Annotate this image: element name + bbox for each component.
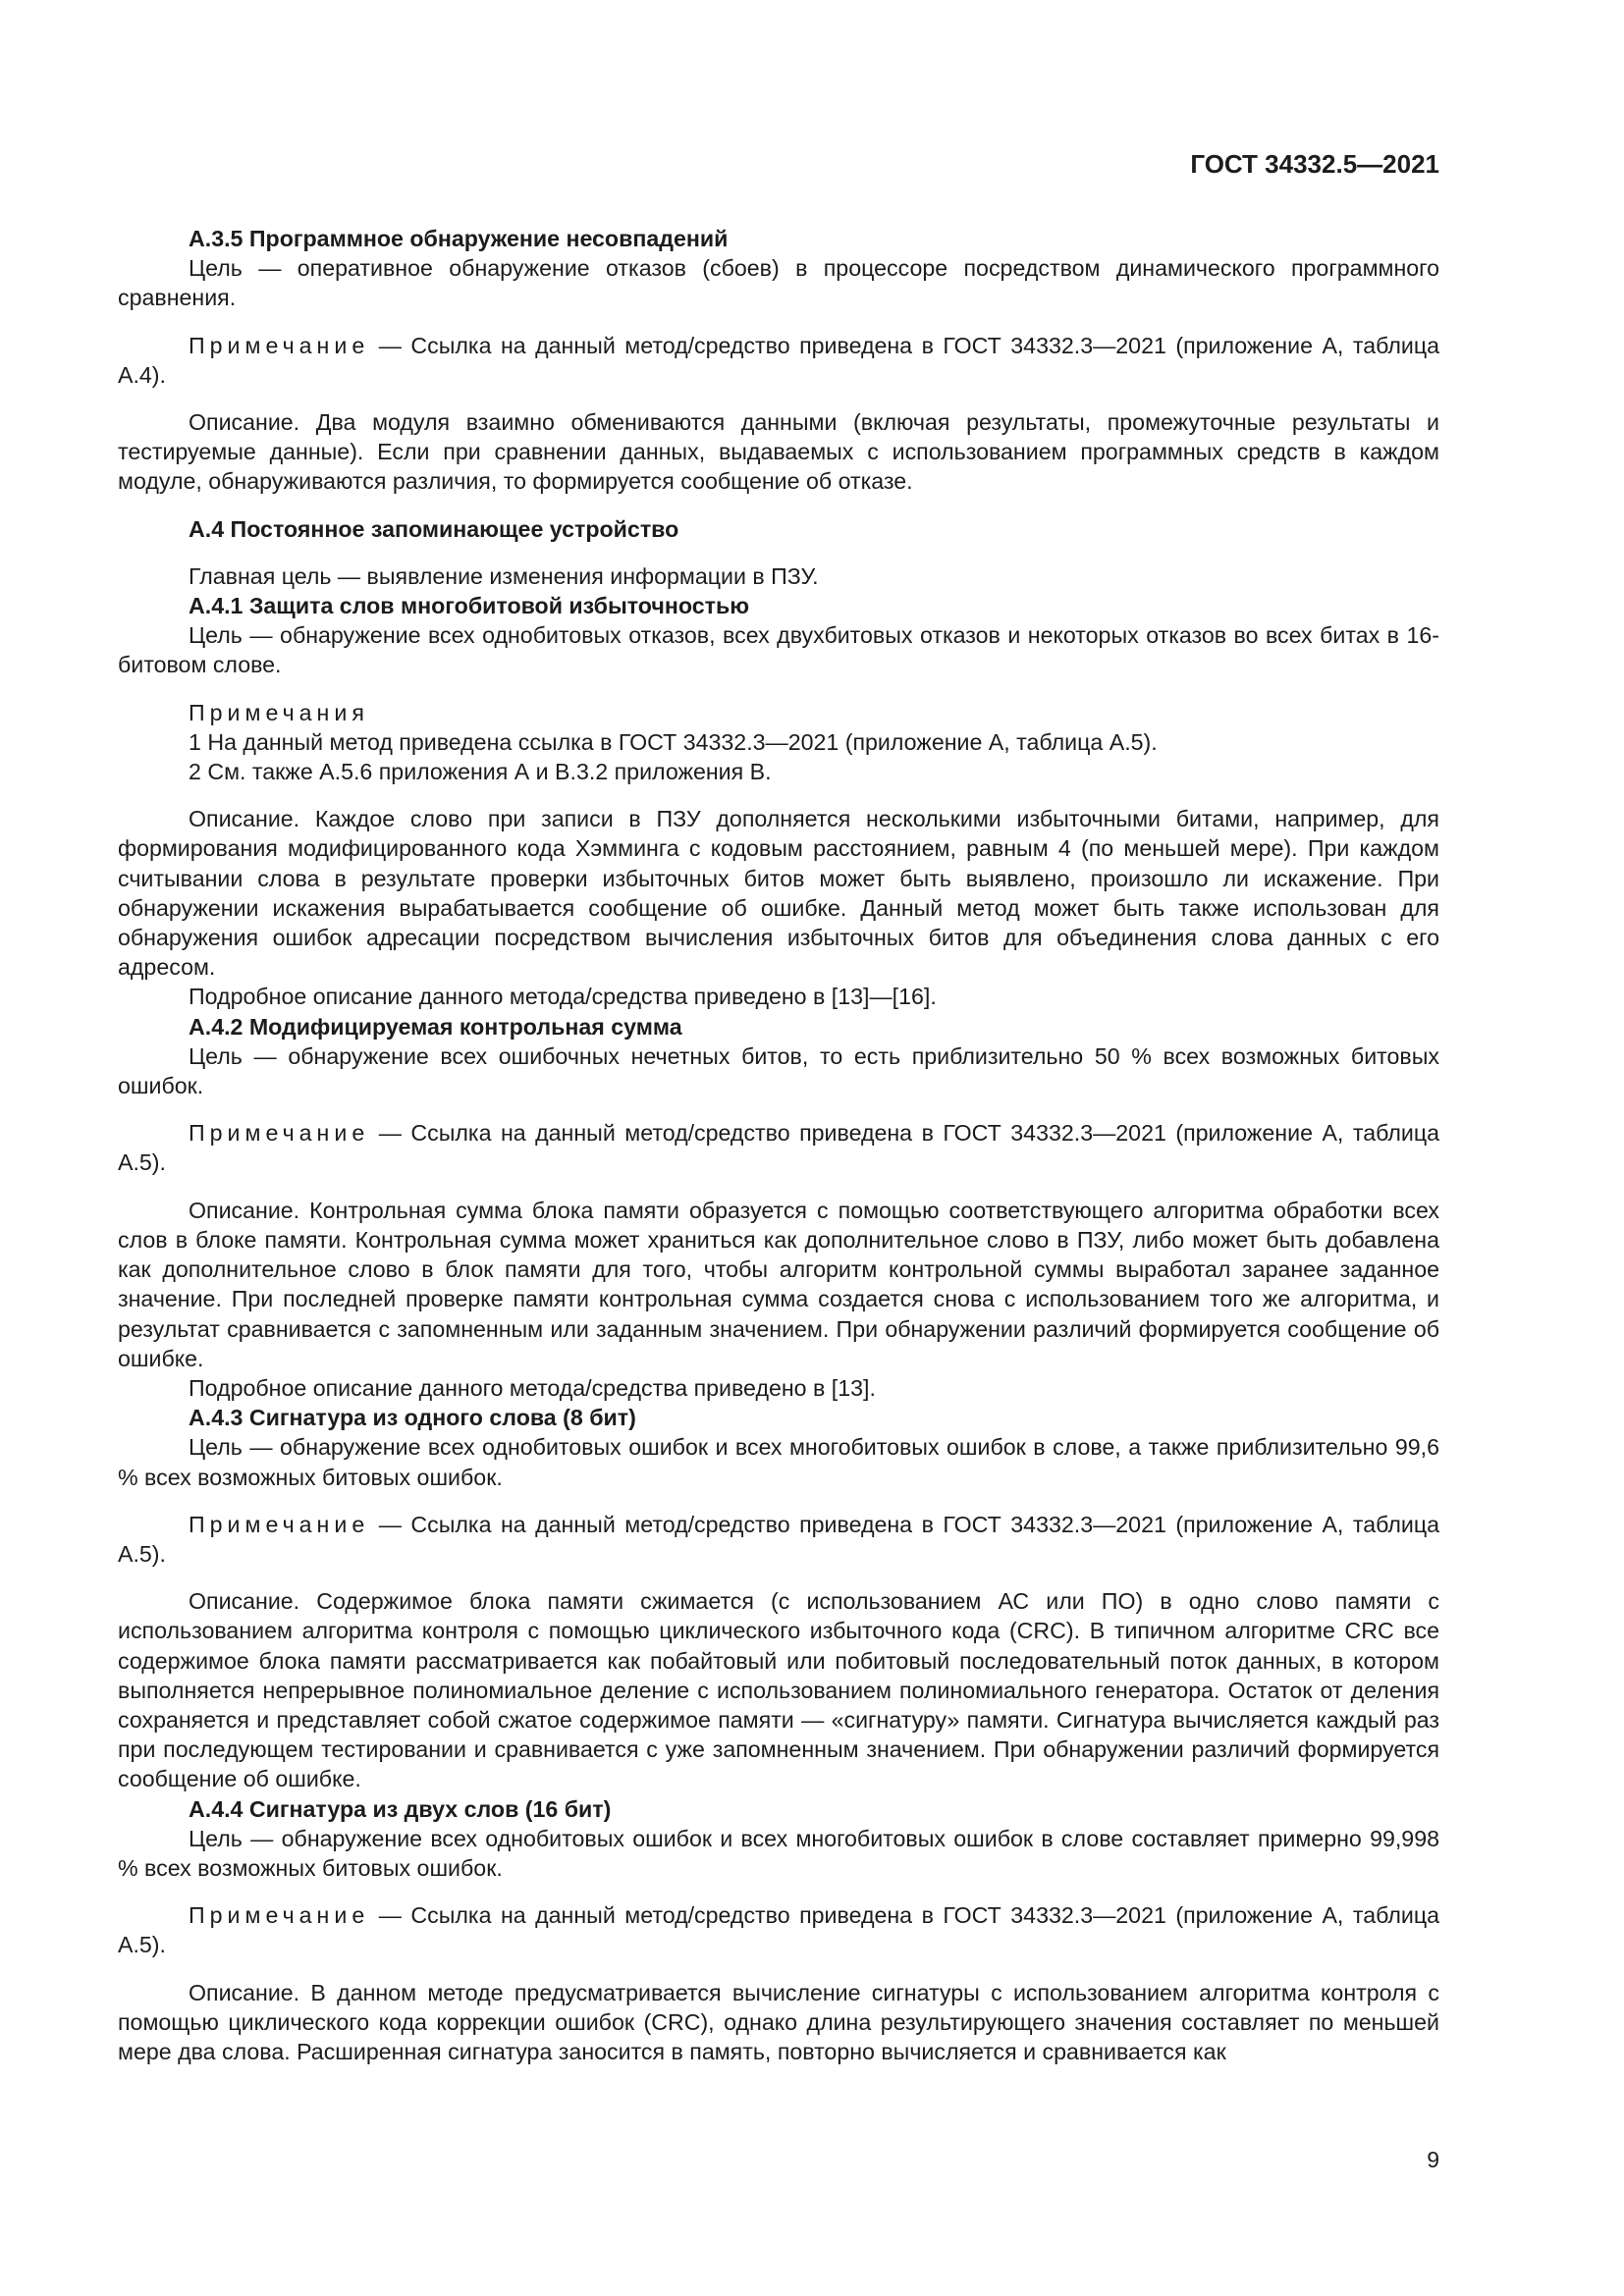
text-line: Подробное описание данного метода/средства приведено в [13]—[16]. — [189, 984, 937, 1010]
section-heading: А.4.2 Модифицируемая контрольная сумма — [189, 1013, 682, 1040]
paragraph: Цель — оперативное обнаружение отказов (сбоев) в процессоре посредством динамического программного сравнения. — [118, 255, 1439, 311]
note-label: Примечание — [189, 1902, 370, 1929]
paragraph: Цель — обнаружение всех ошибочных нечетных битов, то есть приблизительно 50 % всех возможных битовых ошибок. — [118, 1042, 1439, 1099]
document-code: ГОСТ 34332.5—2021 — [1190, 149, 1439, 179]
note-text: — Ссылка на данный метод/средство приведена в ГОСТ 34332.3—2021 (приложение А, таблица А.4). — [118, 332, 1439, 388]
section-heading: А.4.3 Сигнатура из одного слова (8 бит) — [189, 1405, 636, 1431]
section-heading: А.4 Постоянное запоминающее устройство — [189, 515, 679, 542]
paragraph: Цель — обнаружение всех однобитовых отказов, всех двухбитовых отказов и некоторых отказов во всех битах в 16-битовом слове. — [118, 622, 1439, 678]
note-label: Примечание — [189, 1511, 370, 1537]
paragraph: Описание. В данном методе предусматривается вычисление сигнатуры с использованием алгоритма контроля с помощью циклического кода коррекции ошибок (CRC), однако длина результирующего значения составляет по меньшей мере два слова. Расширенная сигнатура заносится в память, повторно вычисляется и сравнивается как — [118, 1979, 1439, 2064]
note-label: Примечание — [189, 332, 370, 358]
note-text: — Ссылка на данный метод/средство приведена в ГОСТ 34332.3—2021 (приложение А, таблица А.5). — [118, 1511, 1439, 1567]
note — [118, 1118, 1439, 1177]
section-heading: А.4.1 Защита слов многобитовой избыточностью — [189, 593, 750, 619]
note-text: — Ссылка на данный метод/средство приведена в ГОСТ 34332.3—2021 (приложение А, таблица А.5). — [118, 1120, 1439, 1176]
text-line: 1 На данный метод приведена ссылка в ГОСТ 34332.3—2021 (приложение А, таблица А.5). — [189, 728, 1158, 755]
paragraph: Цель — обнаружение всех однобитовых ошибок и всех многобитовых ошибок в слове составляет примерно 99,998 % всех возможных битовых ошибок. — [118, 1825, 1439, 1881]
note — [118, 1510, 1439, 1569]
note-label: Примечание — [189, 1120, 370, 1147]
text-line: Подробное описание данного метода/средства приведено в [13]. — [189, 1374, 876, 1401]
note — [118, 331, 1439, 390]
note — [118, 1900, 1439, 1959]
paragraph: Описание. Два модуля взаимно обмениваются данными (включая результаты, промежуточные результаты и тестируемые данные). Если при сравнении данных, выдаваемых с использованием программных средств в каждом модуле, обнаруживаются различия, то формируется сообщение об отказе. — [118, 409, 1439, 495]
paragraph: Цель — обнаружение всех однобитовых ошибок и всех многобитовых ошибок в слове, а также приблизительно 99,6 % всех возможных битовых ошибок. — [118, 1434, 1439, 1490]
page-body — [118, 224, 1439, 2066]
text-line: Главная цель — выявление изменения информации в ПЗУ. — [189, 562, 819, 589]
page-number: 9 — [1427, 2147, 1439, 2172]
section-heading: А.3.5 Программное обнаружение несовпадений — [189, 226, 729, 251]
notes-title: Примечания — [189, 699, 369, 725]
note-text: — Ссылка на данный метод/средство приведена в ГОСТ 34332.3—2021 (приложение А, таблица А.5). — [118, 1902, 1439, 1958]
paragraph: Описание. Содержимое блока памяти сжимается (с использованием АС или ПО) в одно слово памяти с использованием алгоритма контроля с помощью циклического избыточного кода (CRC). В типичном алгоритме CRC все содержимое блока памяти рассматривается как побайтовый или побитовый последовательный поток данных, в котором выполняется непрерывное полиномиальное деление с использованием полиномиального генератора. Остаток от деления сохраняется и представляет собой сжатое содержимое памяти — «сигнатуру» памяти. Сигнатура вычисляется каждый раз при последующем тестировании и сравнивается с уже запомненным значением. При обнаружении различий формируется сообщение об ошибке. — [118, 1588, 1439, 1792]
text-line: 2 См. также А.5.6 приложения А и В.3.2 приложения В. — [189, 759, 772, 785]
paragraph: Описание. Контрольная сумма блока памяти образуется с помощью соответствующего алгоритма обработки всех слов в блоке памяти. Контрольная сумма может храниться как дополнительное слово в ПЗУ, либо может быть добавлена как дополнительное слово в блок памяти для того, чтобы алгоритм контрольной суммы выработал заранее заданное значение. При последней проверке памяти контрольная сумма создается снова с использованием того же алгоритма, и результат сравнивается с запомненным или заданным значением. При обнаружении различий формируется сообщение об ошибке. — [118, 1197, 1439, 1371]
paragraph: Описание. Каждое слово при записи в ПЗУ дополняется несколькими избыточными битами, например, для формирования модифицированного кода Хэмминга с кодовым расстоянием, равным 4 (по меньшей мере). При каждом считывании слова в результате проверки избыточных битов может быть выявлено, произошло ли искажение. При обнаружении искажения вырабатывается сообщение об ошибке. Данный метод может быть также использован для обнаружения ошибок адресации посредством вычисления избыточных битов для объединения слова данных с его адресом. — [118, 806, 1439, 981]
section-heading: А.4.4 Сигнатура из двух слов (16 бит) — [189, 1795, 612, 1822]
